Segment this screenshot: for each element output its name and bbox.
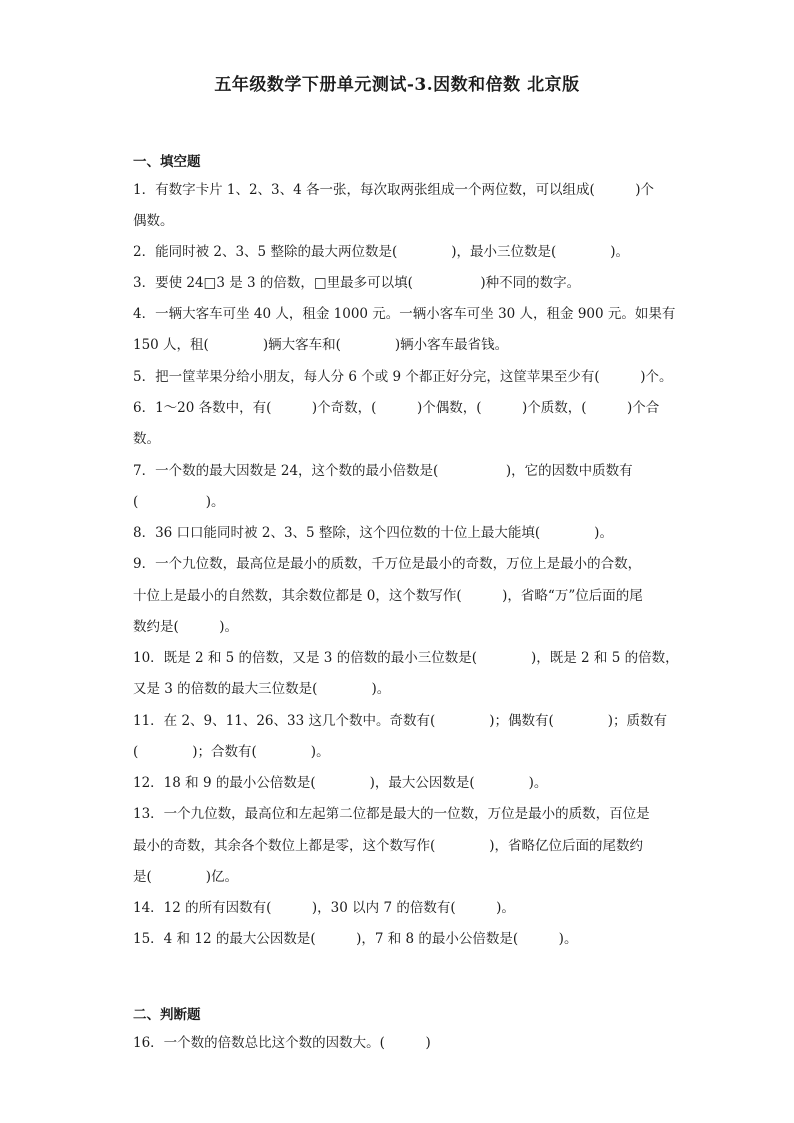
question-line: 4．一辆大客车可坐 40 人，租金 1000 元。一辆小客车可坐 30 人，租金 900 元。如果有 — [133, 306, 676, 322]
question-line: 11．在 2、9、11、26、33 这几个数中。奇数有( )；偶数有( )；质数有 — [133, 713, 668, 729]
question-line: 十位上是最小的自然数，其余数位都是 0，这个数写作( )，省略“万”位后面的尾 — [133, 588, 643, 604]
question-line: 9．一个九位数，最高位是最小的质数，千万位是最小的奇数，万位上是最小的合数， — [133, 556, 642, 572]
question-line: 又是 3 的倍数的最大三位数是( )。 — [133, 681, 391, 697]
question-line: ( )；合数有( )。 — [133, 744, 330, 760]
question-line: 数。 — [133, 431, 160, 447]
question-line: 5．把一筐苹果分给小朋友，每人分 6 个或 9 个都正好分完，这筐苹果至少有( )个。 — [133, 369, 673, 385]
question-line: 8．36 口口能同时被 2、3、5 整除，这个四位数的十位上最大能填( )。 — [133, 525, 613, 541]
question-line: ( )。 — [133, 494, 225, 510]
question-line: 偶数。 — [133, 213, 174, 229]
question-line: 7．一个数的最大因数是 24，这个数的最小倍数是( )，它的因数中质数有 — [133, 463, 633, 479]
question-line: 1．有数字卡片 1、2、3、4 各一张，每次取两张组成一个两位数，可以组成( )个 — [133, 182, 655, 198]
question-line: 13．一个九位数，最高位和左起第二位都是最大的一位数，万位是最小的质数，百位是 — [133, 806, 650, 822]
question-line: 2．能同时被 2、3、5 整除的最大两位数是( )，最小三位数是( )。 — [133, 244, 630, 260]
question-line: 6．1～20 各数中，有( )个奇数，( )个偶数，( )个质数，( )个合 — [133, 400, 660, 416]
section-heading-judgement: 二、判断题 — [133, 1007, 201, 1023]
question-line: 12．18 和 9 的最小公倍数是( )，最大公因数是( )。 — [133, 775, 548, 791]
section-heading-fill-blank: 一、填空题 — [133, 154, 201, 170]
question-line: 15．4 和 12 的最大公因数是( )，7 和 8 的最小公倍数是( )。 — [133, 931, 578, 947]
question-line: 3．要使 24□3 是 3 的倍数，□里最多可以填( )种不同的数字。 — [133, 275, 581, 291]
question-line: 数约是( )。 — [133, 619, 239, 635]
question-line: 是( )亿。 — [133, 869, 239, 885]
question-line: 16．一个数的倍数总比这个数的因数大。( ) — [133, 1035, 431, 1051]
question-line: 150 人，租( )辆大客车和( )辆小客车最省钱。 — [133, 337, 509, 353]
question-line: 10．既是 2 和 5 的倍数，又是 3 的倍数的最小三位数是( )，既是 2 和 5 的倍数， — [133, 650, 679, 666]
page-title: 五年级数学下册单元测试-3.因数和倍数 北京版 — [214, 75, 580, 95]
question-line: 14．12 的所有因数有( )，30 以内 7 的倍数有( )。 — [133, 900, 515, 916]
question-line: 最小的奇数，其余各个数位上都是零，这个数写作( )，省略亿位后面的尾数约 — [133, 838, 644, 854]
